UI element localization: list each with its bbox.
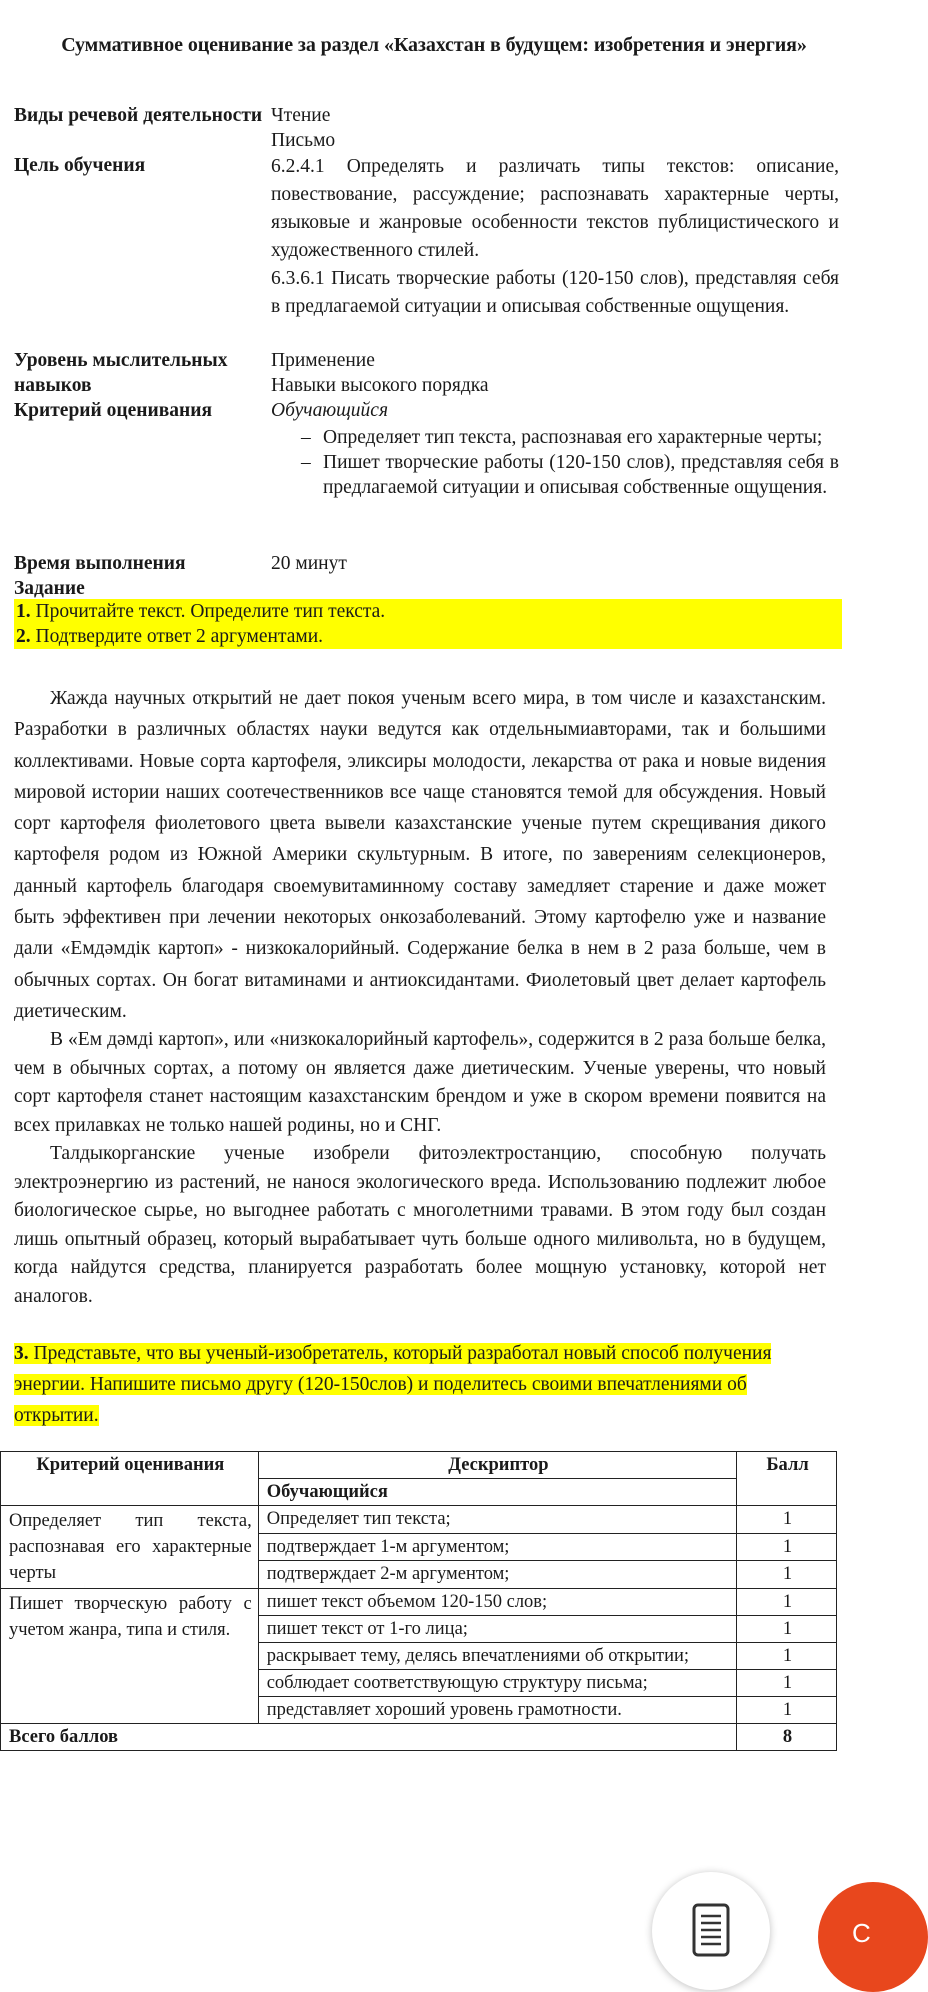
dash-marker: – <box>301 427 311 448</box>
task-2: 2. Подтвердите ответ 2 аргументами. <box>14 624 842 649</box>
story-text <box>14 683 826 1027</box>
goal-item-1: 6.2.4.1 Определять и различать типы текстов: описание, повествование, рассуждение; распознавать характерные черты, языковые и жанровые особенности текстов публицистического и художественного стилей. <box>271 156 839 261</box>
header-descriptor: Дескриптор <box>258 1452 736 1479</box>
criteria-item: – Определяет тип текста, распознавая его характерные черты; <box>301 427 823 448</box>
descriptor-cell: представляет хороший уровень грамотности. <box>258 1697 736 1724</box>
speech-value-writing: Письмо <box>271 130 336 151</box>
speech-label: Виды речевой деятельности <box>14 105 263 126</box>
rubric-table <box>0 1451 837 1751</box>
descriptor-cell: раскрывает тему, делясь впечатлениями об открытии; <box>258 1643 736 1670</box>
score-cell: 1 <box>737 1670 837 1697</box>
header-criterion: Критерий оценивания <box>1 1452 259 1506</box>
total-value: 8 <box>737 1724 837 1751</box>
descriptor-cell: подтверждает 1-м аргументом; <box>258 1533 736 1561</box>
story-paragraph-1: Жажда научных открытий не дает покоя ученым всего мира, в том числе и казахстанским. Разработки в различных областях науки ведутся как отдельнымиавторами, так и большими коллективами. Новые сорта картофеля, эликсиры молодости, лекарства от рака и новые видения мировой истории наших соотечественников все чаще становятся темой для обсуждения. Новый сорт картофеля фиолетового цвета вывели казахстанские ученые путем скрещивания дикого картофеля родом из Южной Америки скультурным. В итоге, по заверениям селекционеров, данный картофель благодаря своемувитаминному составу замедляет старение и даже может быть эффективен при лечении некоторых онкозаболеваний. Этому картофелю уже и название дали «Емдәмдік картоп» - низкокалорийный. Содержание белка в нем в 2 раза больше, чем в обычных сортах. Он богат витаминами и антиоксидантами. Фиолетовый цвет делает картофель диетическим. <box>14 688 826 1022</box>
criteria-lead: Обучающийся <box>271 400 389 421</box>
document-button[interactable] <box>652 1872 770 1990</box>
descriptor-cell: пишет текст от 1-го лица; <box>258 1616 736 1643</box>
total-label: Всего баллов <box>1 1724 737 1751</box>
thinking-value-2: Навыки высокого порядка <box>271 375 489 396</box>
table-row <box>1 1506 837 1534</box>
criteria-item: – Пишет творческие работы (120-150 слов), представляя себя в предлагаемой ситуации и описывая собственные ощущения. <box>301 452 839 498</box>
header-score: Балл <box>737 1452 837 1506</box>
score-cell: 1 <box>737 1561 837 1589</box>
descriptor-cell: соблюдает соответствующую структуру письма; <box>258 1670 736 1697</box>
table-row <box>1 1589 837 1616</box>
score-cell: 1 <box>737 1697 837 1724</box>
action-button[interactable] <box>818 1882 928 1992</box>
score-cell: 1 <box>737 1643 837 1670</box>
total-row <box>1 1724 837 1751</box>
document-icon <box>691 1902 731 1958</box>
score-cell: 1 <box>737 1589 837 1616</box>
dash-marker: – <box>301 452 311 473</box>
task-label: Задание <box>14 578 85 599</box>
table-header-row <box>1 1452 837 1479</box>
criterion-1: Определяет тип текста, распознавая его характерные черты <box>1 1506 259 1589</box>
time-label: Время выполнения <box>14 553 186 574</box>
task-3: 3. Представьте, что вы ученый-изобретатель, который разработал новый способ получения энергии. Напишите письмо другу (120-150слов) и поделитесь своими впечатлениями об открытии. <box>14 1343 772 1426</box>
page-title: Суммативное оценивание за раздел «Казахстан в будущем: изобретения и энергия» <box>61 34 807 56</box>
meta-speech <box>14 103 834 153</box>
thinking-label: Уровень мыслительных навыков <box>14 350 228 396</box>
header-learner: Обучающийся <box>258 1479 736 1506</box>
story-paragraph-2: В «Ем дәмді картоп», или «низкокалорийный картофель», содержится в 2 раза больше белка, чем в обычных сортах, а потому он является даже диетическим. Ученые уверены, что новый сорт картофеля станет настоящим казахстанским брендом и уже в скором времени появится на всех прилавках не только нашей родины, но и СНГ. <box>14 1029 826 1136</box>
story-text-continued <box>14 1026 826 1311</box>
speech-value-reading: Чтение <box>271 105 331 126</box>
criteria-label: Критерий оценивания <box>14 400 213 421</box>
criterion-2: Пишет творческую работу с учетом жанра, типа и стиля. <box>1 1589 259 1724</box>
descriptor-cell: пишет текст объемом 120-150 слов; <box>258 1589 736 1616</box>
score-cell: 1 <box>737 1616 837 1643</box>
thinking-value-1: Применение <box>271 350 375 371</box>
action-button-glyph: С <box>852 1918 871 1948</box>
task-1: 1. Прочитайте текст. Определите тип текста. <box>14 599 842 624</box>
time-value: 20 минут <box>271 553 347 574</box>
story-paragraph-3: Талдыкорганские ученые изобрели фитоэлектростанцию, способную получать электроэнергию из растений, не нанося экологического вреда. Использованию подлежит любое биологическое сырье, но выгоднее работать с многолетними травами. В этом году был создан лишь опытный образец, который вырабатывает чуть больше одного миливольта, но в будущем, когда найдутся средства, планируется разработать более мощную установку, которой нет аналогов. <box>14 1143 826 1307</box>
descriptor-cell: Определяет тип текста; <box>258 1506 736 1534</box>
score-cell: 1 <box>737 1533 837 1561</box>
goal-item-2: 6.3.6.1 Писать творческие работы (120-150 слов), представляя себя в предлагаемой ситуации и описывая собственные ощущения. <box>271 268 839 317</box>
descriptor-cell: подтверждает 2-м аргументом; <box>258 1561 736 1589</box>
goal-label: Цель обучения <box>14 155 146 176</box>
score-cell: 1 <box>737 1506 837 1534</box>
